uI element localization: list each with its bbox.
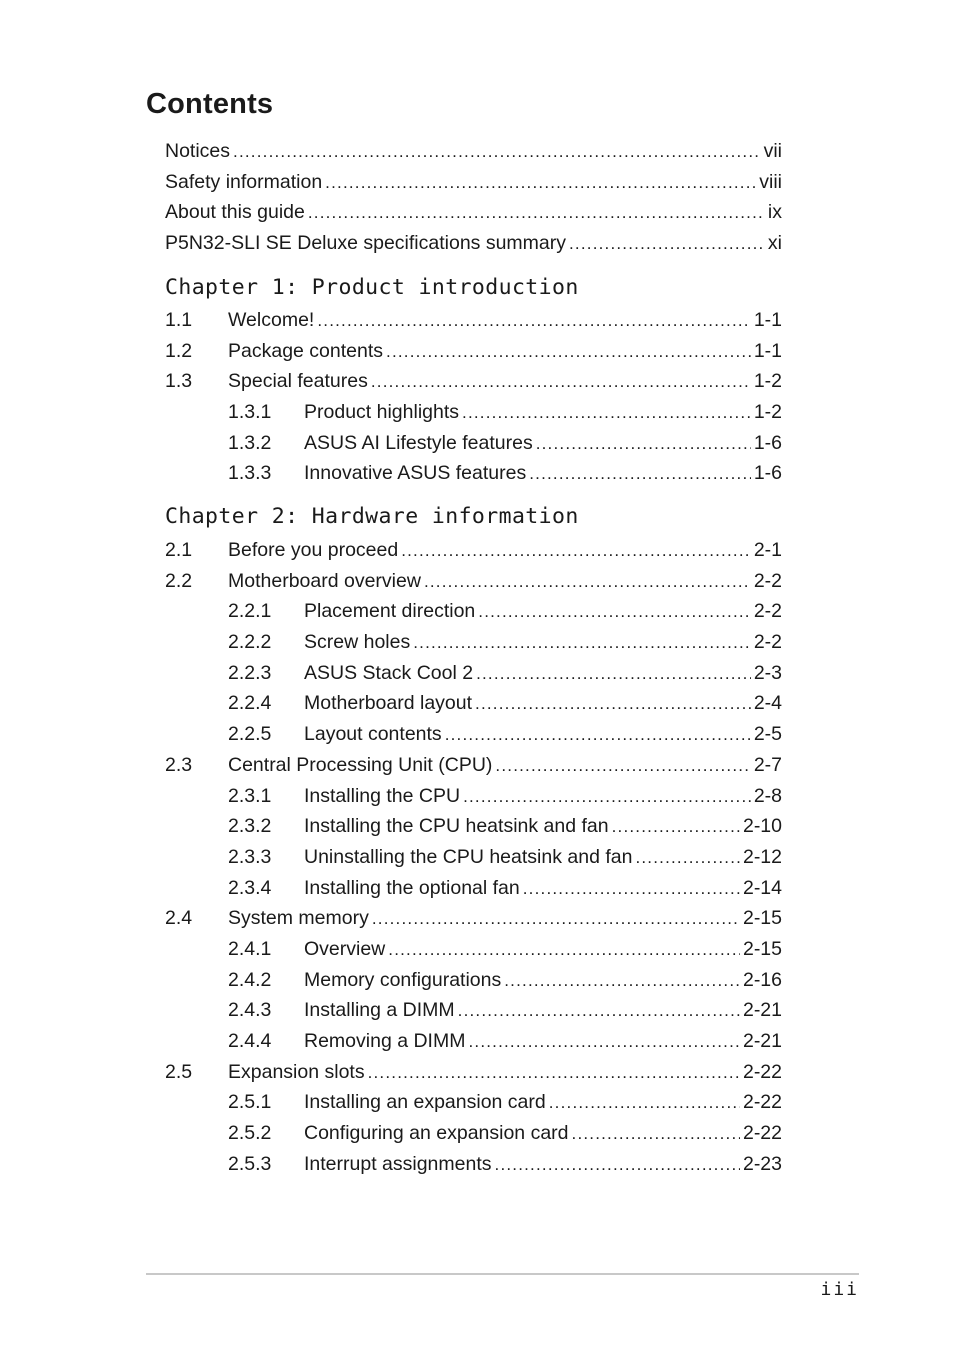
toc-entry-title: ASUS Stack Cool 2 bbox=[304, 661, 474, 684]
toc-entry-page: 2-21 bbox=[742, 1030, 782, 1052]
toc-entry-line bbox=[165, 228, 782, 259]
dot-leader bbox=[462, 398, 751, 428]
toc-entry-title: Configuring an expansion card bbox=[304, 1122, 569, 1145]
dot-leader bbox=[495, 1150, 740, 1180]
toc-entry-page: 1-1 bbox=[753, 309, 782, 331]
toc-entry-title: Welcome! bbox=[228, 309, 315, 331]
toc-entry-page: 2-23 bbox=[742, 1152, 782, 1175]
toc-entry-line bbox=[228, 750, 782, 781]
toc-entry-page: 1-1 bbox=[753, 339, 782, 362]
toc-entry-number: 2.3 bbox=[165, 753, 193, 776]
dot-leader bbox=[371, 367, 751, 397]
toc-entry-title: Screw holes bbox=[304, 631, 411, 654]
toc-entry-title: System memory bbox=[228, 907, 369, 930]
toc-entry-line bbox=[304, 688, 782, 719]
toc-entry-page: 1-6 bbox=[753, 462, 782, 485]
toc-entry-title: About this guide bbox=[165, 201, 305, 224]
toc-entry-line bbox=[228, 1057, 782, 1088]
toc-entry-page: 2-16 bbox=[742, 968, 782, 991]
toc-entry[interactable] bbox=[165, 811, 782, 842]
toc-entry-page: xi bbox=[767, 232, 782, 255]
toc-entry[interactable] bbox=[165, 1087, 782, 1118]
toc-entry[interactable] bbox=[165, 934, 782, 965]
toc-entry-number: 2.4.1 bbox=[228, 937, 272, 960]
toc-entry[interactable] bbox=[165, 397, 782, 428]
dot-leader bbox=[475, 689, 751, 719]
dot-leader bbox=[495, 751, 750, 781]
toc-entry-number: 2.3.2 bbox=[228, 815, 272, 838]
toc-entry-title: Uninstalling the CPU heatsink and fan bbox=[304, 845, 633, 868]
toc-entry-title: Installing the CPU heatsink and fan bbox=[304, 815, 609, 838]
toc-entry-page: 2-22 bbox=[742, 1122, 782, 1145]
toc-entry[interactable] bbox=[165, 965, 782, 996]
toc-entry-number: 2.2 bbox=[165, 569, 193, 592]
toc-entry-number: 1.3.2 bbox=[228, 431, 272, 454]
toc-entry-line bbox=[304, 1087, 782, 1118]
toc-entry-number: 2.5 bbox=[165, 1060, 193, 1083]
toc-entry-page: 1-2 bbox=[753, 401, 782, 424]
toc-entry-number: 1.1 bbox=[165, 309, 193, 331]
toc-entry-number: 2.2.5 bbox=[228, 723, 272, 746]
chapter-2-heading[interactable]: Chapter 2: Hardware information bbox=[165, 504, 579, 529]
dot-leader bbox=[612, 812, 740, 842]
toc-entry-line bbox=[304, 397, 782, 428]
toc-entry-page: ix bbox=[767, 201, 782, 224]
toc-entry[interactable] bbox=[165, 781, 782, 812]
toc-entry-title: Notices bbox=[165, 140, 231, 162]
toc-entry[interactable] bbox=[165, 197, 782, 228]
toc-entry[interactable] bbox=[165, 1057, 782, 1088]
toc-entry-page: 1-6 bbox=[753, 431, 782, 454]
dot-leader bbox=[536, 429, 751, 459]
toc-entry-line bbox=[304, 627, 782, 658]
toc-entry[interactable] bbox=[165, 566, 782, 597]
chapter-1-entry-list bbox=[165, 305, 782, 489]
toc-entry-line bbox=[165, 136, 782, 167]
toc-entry-line bbox=[304, 842, 782, 873]
toc-entry[interactable] bbox=[165, 750, 782, 781]
toc-entry-page: 2-1 bbox=[753, 539, 782, 561]
toc-entry-title: Safety information bbox=[165, 170, 323, 193]
dot-leader bbox=[401, 536, 751, 566]
toc-entry-number: 2.2.1 bbox=[228, 600, 272, 623]
toc-entry-page: 2-4 bbox=[753, 692, 782, 715]
dot-leader bbox=[478, 597, 751, 627]
toc-entry-line bbox=[304, 596, 782, 627]
toc-entry-title: Interrupt assignments bbox=[304, 1152, 492, 1175]
dot-leader bbox=[372, 904, 740, 934]
toc-entry-number: 2.4.3 bbox=[228, 999, 272, 1022]
toc-entry-number: 1.3.1 bbox=[228, 401, 272, 424]
toc-entry-number: 2.5.1 bbox=[228, 1091, 272, 1114]
toc-entry-line bbox=[304, 811, 782, 842]
toc-entry-title: Central Processing Unit (CPU) bbox=[228, 753, 493, 776]
toc-entry-title: Installing the CPU bbox=[304, 784, 461, 807]
toc-entry[interactable] bbox=[165, 719, 782, 750]
toc-entry-title: Installing a DIMM bbox=[304, 999, 455, 1022]
toc-entry-number: 1.3.3 bbox=[228, 462, 272, 485]
toc-entry-number: 2.2.3 bbox=[228, 661, 272, 684]
toc-entry-line bbox=[228, 903, 782, 934]
toc-entry-page: 2-2 bbox=[753, 600, 782, 623]
page-title: Contents bbox=[146, 88, 274, 120]
toc-entry-number: 2.3.4 bbox=[228, 876, 272, 899]
toc-entry-line bbox=[304, 781, 782, 812]
toc-entry[interactable] bbox=[165, 596, 782, 627]
dot-leader bbox=[549, 1088, 740, 1118]
toc-entry-line bbox=[165, 167, 782, 198]
toc-entry-title: Overview bbox=[304, 937, 386, 960]
toc-entry[interactable] bbox=[165, 842, 782, 873]
toc-entry-page: 2-15 bbox=[742, 907, 782, 930]
toc-entry-page: vii bbox=[763, 140, 782, 162]
toc-entry-line bbox=[228, 336, 782, 367]
toc-entry[interactable] bbox=[165, 305, 782, 336]
toc-entry[interactable] bbox=[165, 167, 782, 198]
dot-leader bbox=[529, 459, 751, 489]
toc-entry-line bbox=[228, 535, 782, 566]
toc-entry-page: 2-15 bbox=[742, 937, 782, 960]
toc-entry-line bbox=[228, 305, 782, 336]
toc-entry-title: Installing the optional fan bbox=[304, 876, 520, 899]
toc-entry-title: P5N32-SLI SE Deluxe specifications summary bbox=[165, 232, 566, 255]
toc-entry-line bbox=[304, 965, 782, 996]
toc-entry-number: 2.5.2 bbox=[228, 1122, 272, 1145]
toc-entry[interactable] bbox=[165, 1026, 782, 1057]
dot-leader bbox=[308, 198, 765, 228]
toc-entry[interactable] bbox=[165, 873, 782, 904]
chapter-1-heading[interactable]: Chapter 1: Product introduction bbox=[165, 275, 579, 300]
toc-entry-title: ASUS AI Lifestyle features bbox=[304, 431, 533, 454]
toc-entry-line bbox=[304, 995, 782, 1026]
toc-entry-page: 2-7 bbox=[753, 753, 782, 776]
toc-entry-line bbox=[165, 197, 782, 228]
toc-entry-page: 2-2 bbox=[753, 631, 782, 654]
toc-entry-title: Special features bbox=[228, 370, 368, 393]
toc-entry[interactable] bbox=[165, 1118, 782, 1149]
toc-entry[interactable] bbox=[165, 1149, 782, 1180]
toc-entry-number: 2.2.2 bbox=[228, 631, 272, 654]
toc-entry-number: 2.3.3 bbox=[228, 845, 272, 868]
toc-entry-line bbox=[304, 1026, 782, 1057]
toc-entry[interactable] bbox=[165, 903, 782, 934]
toc-entry-title: Expansion slots bbox=[228, 1060, 365, 1083]
toc-entry-title: Memory configurations bbox=[304, 968, 502, 991]
toc-entry-number: 2.3.1 bbox=[228, 784, 272, 807]
dot-leader bbox=[468, 1027, 740, 1057]
toc-entry-page: 2-2 bbox=[753, 569, 782, 592]
toc-entry-page: 2-22 bbox=[742, 1091, 782, 1114]
dot-leader bbox=[445, 720, 751, 750]
toc-entry-line bbox=[304, 658, 782, 689]
toc-entry[interactable] bbox=[165, 627, 782, 658]
dot-leader bbox=[635, 843, 740, 873]
toc-entry-page: 2-14 bbox=[742, 876, 782, 899]
toc-entry-number: 2.5.3 bbox=[228, 1152, 272, 1175]
toc-entry-line bbox=[304, 719, 782, 750]
toc-entry-page: 2-22 bbox=[742, 1060, 782, 1083]
dot-leader bbox=[523, 874, 740, 904]
toc-entry-number: 2.4.2 bbox=[228, 968, 272, 991]
toc-entry-number: 2.4.4 bbox=[228, 1030, 272, 1052]
page-number: iii bbox=[820, 1279, 859, 1300]
dot-leader bbox=[233, 137, 761, 167]
toc-entry[interactable] bbox=[165, 535, 782, 566]
toc-entry-line bbox=[228, 366, 782, 397]
toc-entry-line bbox=[304, 458, 782, 489]
chapter-2-entry-list bbox=[165, 535, 782, 1179]
toc-entry[interactable] bbox=[165, 136, 782, 167]
toc-entry-line bbox=[304, 1149, 782, 1180]
toc-entry-title: Placement direction bbox=[304, 600, 476, 623]
dot-leader bbox=[317, 306, 750, 336]
toc-entry-number: 2.1 bbox=[165, 539, 193, 561]
toc-entry-page: 2-3 bbox=[753, 661, 782, 684]
toc-entry-title: Installing an expansion card bbox=[304, 1091, 546, 1114]
toc-entry[interactable] bbox=[165, 428, 782, 459]
toc-entry-line bbox=[228, 566, 782, 597]
dot-leader bbox=[386, 337, 751, 367]
toc-entry-title: Package contents bbox=[228, 339, 384, 362]
dot-leader bbox=[424, 567, 751, 597]
toc-entry-title: Motherboard layout bbox=[304, 692, 473, 715]
toc-entry-line bbox=[304, 873, 782, 904]
toc-entry[interactable] bbox=[165, 336, 782, 367]
toc-entry-page: 1-2 bbox=[753, 370, 782, 393]
toc-entry-number: 1.2 bbox=[165, 339, 193, 362]
footer-rule bbox=[146, 1273, 859, 1275]
toc-entry[interactable] bbox=[165, 458, 782, 489]
toc-entry-line bbox=[304, 934, 782, 965]
toc-entry[interactable] bbox=[165, 366, 782, 397]
toc-entry-title: Product highlights bbox=[304, 401, 460, 424]
dot-leader bbox=[569, 229, 765, 259]
toc-entry-title: Removing a DIMM bbox=[304, 1030, 466, 1052]
dot-leader bbox=[388, 935, 740, 965]
toc-entry[interactable] bbox=[165, 658, 782, 689]
toc-entry-page: 2-21 bbox=[742, 999, 782, 1022]
toc-entry-line bbox=[304, 428, 782, 459]
toc-entry-page: 2-12 bbox=[742, 845, 782, 868]
toc-entry-title: Innovative ASUS features bbox=[304, 462, 527, 485]
toc-entry-page: 2-8 bbox=[753, 784, 782, 807]
dot-leader bbox=[476, 659, 751, 689]
front-matter-list bbox=[165, 136, 782, 259]
toc-entry-page: viii bbox=[759, 170, 782, 193]
toc-entry[interactable] bbox=[165, 995, 782, 1026]
toc-entry-title: Before you proceed bbox=[228, 539, 399, 561]
toc-entry-title: Motherboard overview bbox=[228, 569, 421, 592]
dot-leader bbox=[572, 1119, 740, 1149]
toc-entry-number: 2.4 bbox=[165, 907, 193, 930]
toc-entry-title: Layout contents bbox=[304, 723, 442, 746]
dot-leader bbox=[458, 996, 740, 1026]
dot-leader bbox=[463, 782, 751, 812]
dot-leader bbox=[504, 966, 740, 996]
toc-entry-number: 1.3 bbox=[165, 370, 193, 393]
dot-leader bbox=[325, 168, 756, 198]
toc-entry-line bbox=[304, 1118, 782, 1149]
dot-leader bbox=[368, 1058, 740, 1088]
dot-leader bbox=[413, 628, 751, 658]
toc-entry[interactable] bbox=[165, 688, 782, 719]
toc-entry[interactable] bbox=[165, 228, 782, 259]
toc-entry-number: 2.2.4 bbox=[228, 692, 272, 715]
toc-entry-page: 2-10 bbox=[742, 815, 782, 838]
toc-entry-page: 2-5 bbox=[753, 723, 782, 746]
